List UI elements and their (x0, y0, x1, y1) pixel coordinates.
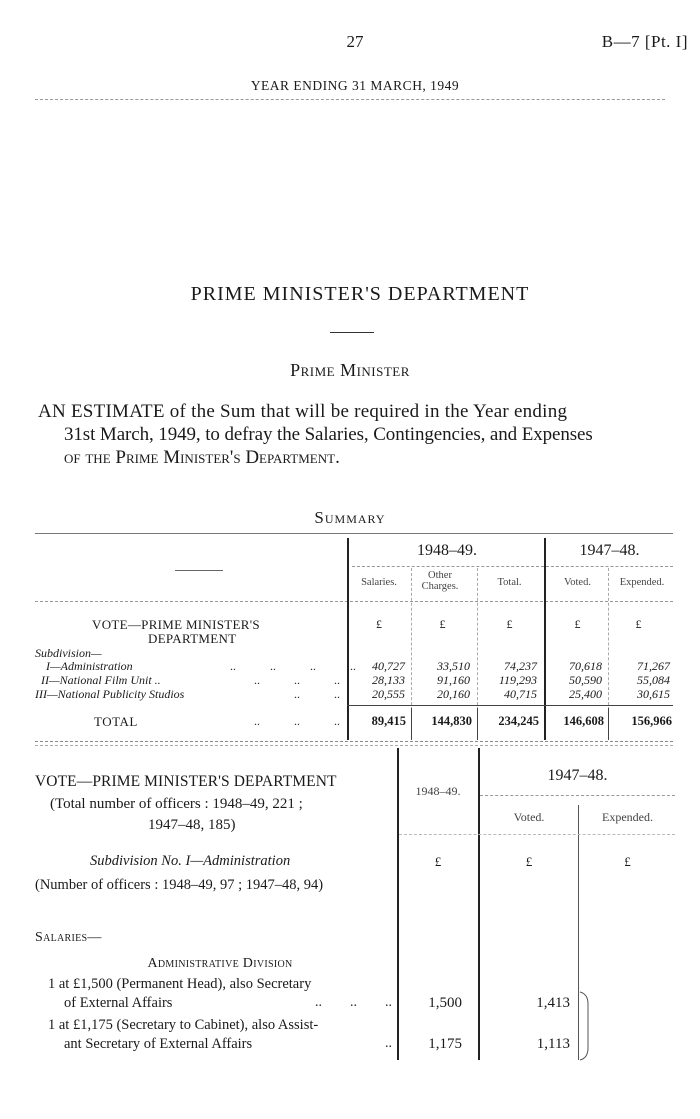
summary-total-expended: 156,966 (631, 714, 672, 728)
summary-currency-expended: £ (635, 617, 642, 631)
summary-total-label: TOTAL (94, 714, 138, 729)
summary-vote-line-1: VOTE—PRIME MINISTER'S (92, 617, 260, 632)
summary-vote-line-2: DEPARTMENT (148, 631, 237, 646)
vote-currency-year-a: £ (434, 854, 442, 869)
summary-bottom-rule-1 (35, 741, 673, 742)
vote-currency-expended: £ (624, 854, 631, 869)
summary-currency-other: £ (439, 617, 446, 631)
estimate-line-2: 31st March, 1949, to defray the Salaries, Contingencies, and Expenses (64, 424, 593, 445)
summary-col-expended: Expended. (619, 577, 665, 588)
summary-vline-1 (347, 538, 349, 710)
department-title: PRIME MINISTER'S DEPARTMENT (190, 283, 530, 305)
summary-total-leaders: .. .. .. (254, 714, 340, 728)
summary-title: Summary (314, 508, 386, 527)
estimate-line-3: of the Prime Minister's Department. (64, 447, 340, 468)
summary-year-rule-b (546, 566, 673, 567)
summary-row-voted: 70,618 (569, 659, 602, 673)
salary-item-amount: 1,500 (428, 995, 462, 1011)
vote-year-rule (480, 795, 675, 796)
summary-year-rule-a (352, 566, 544, 567)
salary-item-leaders: .. .. .. (315, 995, 392, 1010)
summary-total-salaries: 89,415 (371, 714, 406, 728)
summary-vline-2 (411, 568, 412, 710)
summary-bottom-rule-2 (35, 745, 673, 746)
vote-col-year-b: 1947–48. (547, 767, 608, 784)
summary-col-salaries: Salaries. (361, 577, 397, 588)
salary-item-voted: 1,413 (536, 995, 570, 1011)
summary-row-leaders: .. .. .. (254, 673, 340, 687)
estimate-line-1: AN ESTIMATE of the Sum that will be required in the Year ending (38, 401, 568, 422)
summary-header-rule (35, 601, 673, 602)
summary-total-vline-3 (477, 708, 478, 740)
salary-item-line-2: ant Secretary of External Affairs (64, 1036, 253, 1052)
summary-row-other: 91,160 (437, 673, 470, 687)
bracket-mark (578, 990, 592, 1062)
vote-officers-sub: (Number of officers : 1948–49, 97 ; 1947–48, 94) (35, 877, 324, 893)
summary-currency-total: £ (506, 617, 513, 631)
salary-item-voted: 1,113 (536, 1036, 570, 1052)
vote-officers-line-1: (Total number of officers : 1948–49, 221 ; (50, 796, 303, 812)
summary-row-label: I—Administration (46, 659, 133, 673)
vote-header-rule (399, 834, 675, 835)
summary-col-total: Total. (497, 577, 522, 588)
salary-item-line-1: 1 at £1,175 (Secretary to Cabinet), also Assist- (48, 1017, 319, 1033)
summary-row-total: 74,237 (504, 659, 537, 673)
summary-vline-3 (477, 568, 478, 710)
summary-row-voted: 25,400 (569, 687, 602, 701)
summary-row-total: 119,293 (498, 673, 537, 687)
summary-currency-salaries: £ (376, 617, 382, 631)
summary-row-other: 20,160 (437, 687, 470, 701)
page-number: 27 (346, 32, 364, 51)
vote-col-expended: Expended. (602, 810, 653, 824)
summary-total-vline-5 (608, 708, 609, 740)
year-heading: YEAR ENDING 31 MARCH, 1949 (250, 78, 460, 93)
salary-item-leaders: .. (385, 1036, 392, 1051)
summary-row-expended: 71,267 (637, 659, 670, 673)
vote-officers-line-2: 1947–48, 185) (148, 817, 236, 833)
summary-vline-5 (608, 568, 609, 710)
summary-col-voted: Voted. (564, 577, 591, 588)
summary-stub-dash (175, 570, 223, 571)
summary-vline-4 (544, 538, 546, 710)
summary-total-vline-2 (411, 708, 412, 740)
summary-row-salaries: 20,555 (372, 687, 405, 701)
summary-row-label: II—National Film Unit .. (41, 673, 161, 687)
summary-row-expended: 55,084 (637, 673, 670, 687)
salary-item-line-2: of External Affairs (64, 995, 173, 1011)
summary-year-a: 1948–49. (417, 542, 477, 559)
summary-total-rule (347, 705, 673, 706)
summary-row-other: 33,510 (437, 659, 470, 673)
summary-col-other-2: Charges. (421, 581, 459, 592)
summary-currency-voted: £ (574, 617, 581, 631)
salaries-label: Salaries— (35, 930, 102, 945)
summary-row-label: III—National Publicity Studios (35, 687, 185, 701)
section-reference: B—7 [Pt. I] (601, 32, 688, 51)
vote-vline-1 (397, 748, 399, 1060)
summary-total-other: 144,830 (431, 714, 472, 728)
summary-col-other-1: Other (428, 570, 452, 581)
division-title: Administrative Division (147, 956, 293, 971)
vote-col-voted: Voted. (513, 810, 545, 824)
vote-title: VOTE—PRIME MINISTER'S DEPARTMENT (35, 773, 337, 790)
vote-subdivision: Subdivision No. I—Administration (90, 853, 291, 869)
summary-subdivision-label: Subdivision— (35, 646, 102, 660)
vote-currency-voted: £ (525, 854, 533, 869)
summary-row-salaries: 28,133 (372, 673, 405, 687)
summary-row-expended: 30,615 (637, 687, 670, 701)
summary-row-salaries: 40,727 (372, 659, 405, 673)
header-rule (35, 99, 665, 100)
summary-top-rule (35, 533, 673, 534)
summary-total-voted: 146,608 (563, 714, 604, 728)
title-divider (330, 332, 374, 333)
vote-col-year-a: 1948–49. (415, 784, 461, 798)
summary-total-vline-1 (347, 708, 349, 740)
summary-total-total: 234,245 (498, 714, 539, 728)
salary-item-line-1: 1 at £1,500 (Permanent Head), also Secretary (48, 976, 312, 992)
summary-year-b: 1947–48. (579, 542, 640, 559)
summary-row-voted: 50,590 (569, 673, 602, 687)
summary-row-total: 40,715 (504, 687, 537, 701)
salary-item-amount: 1,175 (428, 1036, 462, 1052)
summary-row-leaders: .. .. .. .. (230, 659, 356, 673)
sub-title: Prime Minister (290, 360, 410, 380)
summary-row-leaders: .. .. (294, 687, 340, 701)
summary-total-vline-4 (544, 708, 546, 740)
